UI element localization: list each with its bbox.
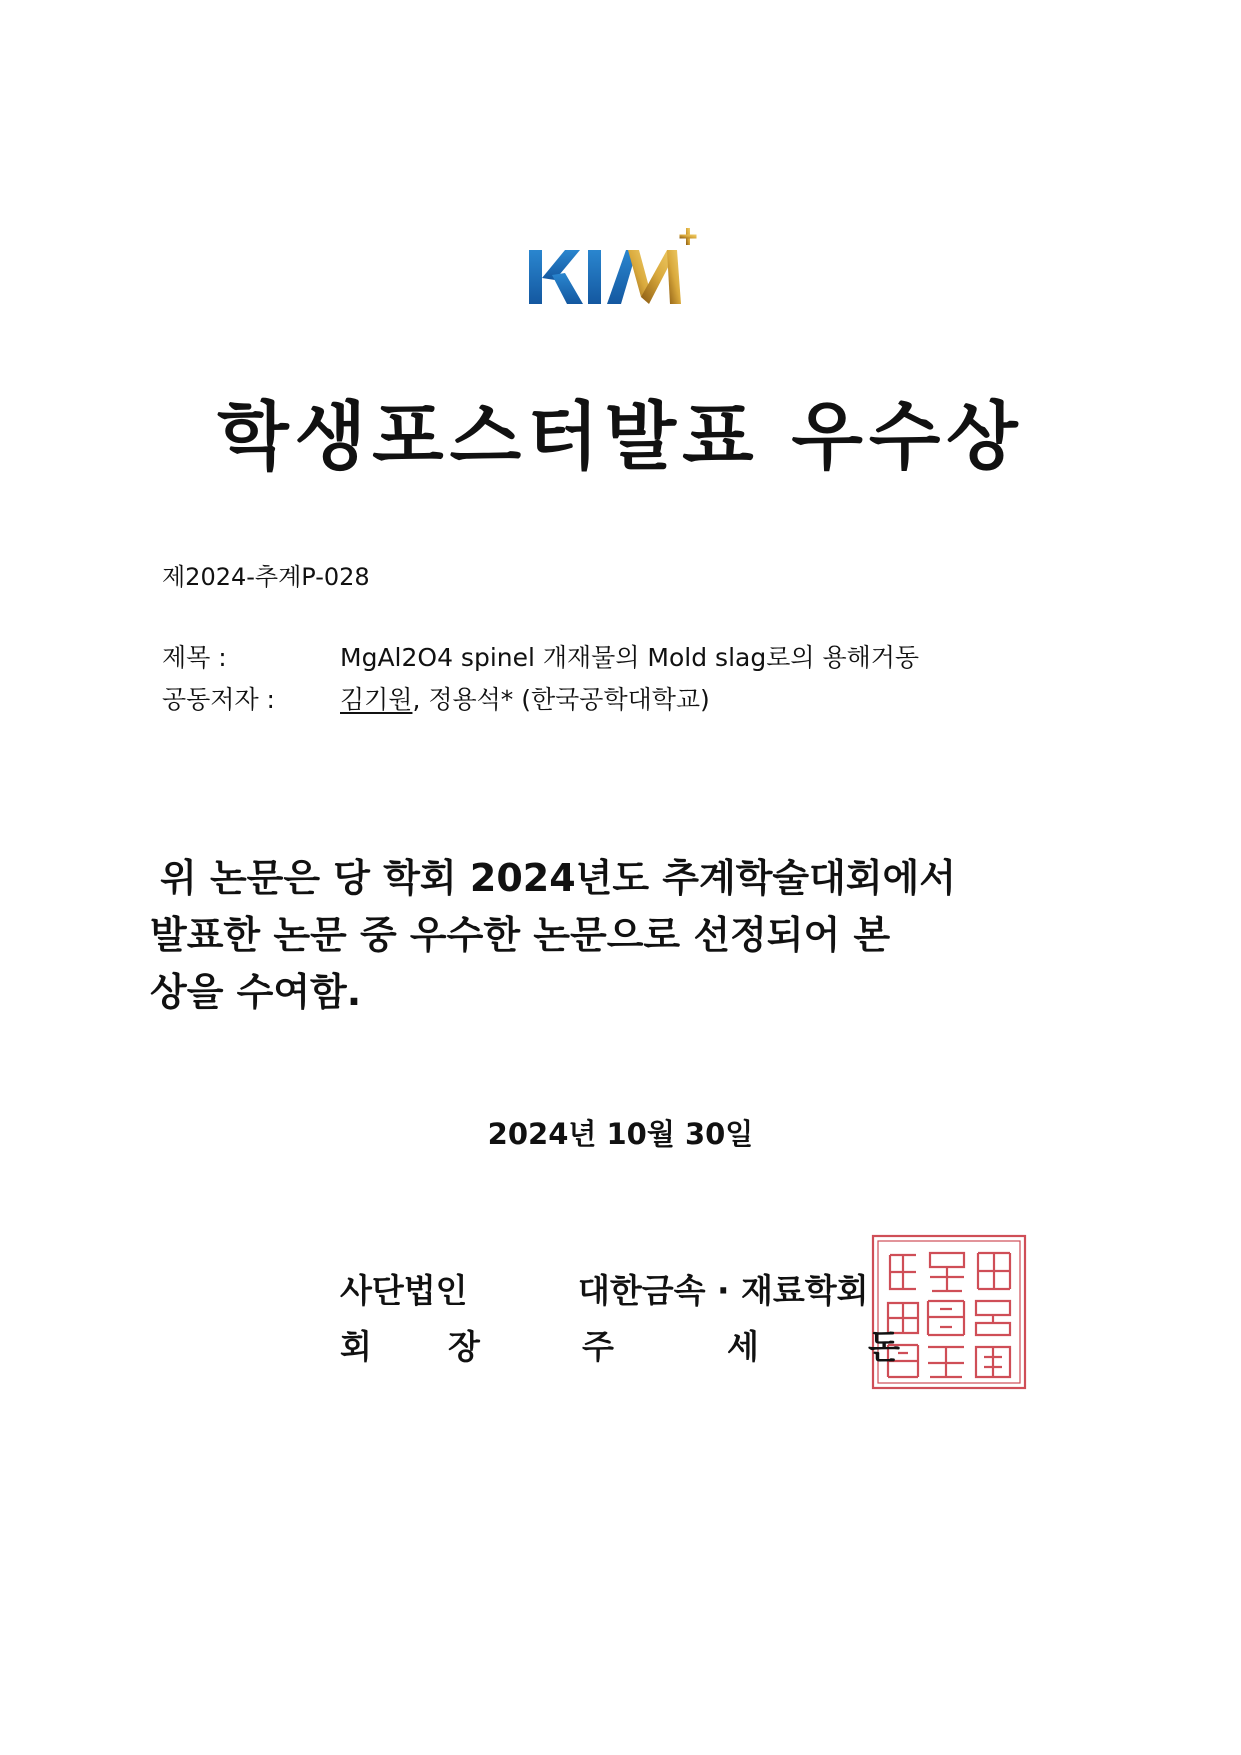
paper-authors-row	[162, 680, 710, 716]
kim-logo	[525, 225, 725, 315]
signatory-name-char: 돈	[868, 1327, 900, 1366]
citation-line: 위 논문은 당 학회 2024년도 추계학술대회에서	[160, 856, 956, 900]
paper-title-row	[162, 638, 919, 674]
citation-line: 상을 수여함.	[150, 970, 362, 1014]
citation-line: 발표한 논문 중 우수한 논문으로 선정되어 본	[150, 913, 891, 957]
signatory-title-char: 장	[448, 1327, 480, 1366]
organization-name: 대한금속 · 재료학회	[578, 1271, 869, 1310]
issue-date: 2024년 10월 30일	[487, 1117, 754, 1151]
signatory-name-char: 세	[727, 1327, 759, 1366]
organization-type: 사단법인	[340, 1271, 468, 1310]
certificate-number: 제2024-추계P-028	[162, 563, 370, 591]
signatory-name-char: 주	[582, 1327, 614, 1366]
citation-text	[150, 850, 1110, 1021]
paper-title-value: MgAl2O4 spinel 개재물의 Mold slag로의 용해거동	[340, 643, 920, 672]
award-title: 학생포스터발표 우수상	[217, 394, 1024, 480]
paper-title-label: 제목 :	[162, 643, 227, 672]
signatory-title-char: 회	[340, 1327, 372, 1366]
authors-label: 공동저자 :	[162, 685, 275, 714]
presenting-author: 김기원	[340, 685, 413, 714]
co-authors-affiliation: , 정용석* (한국공학대학교)	[412, 685, 710, 714]
